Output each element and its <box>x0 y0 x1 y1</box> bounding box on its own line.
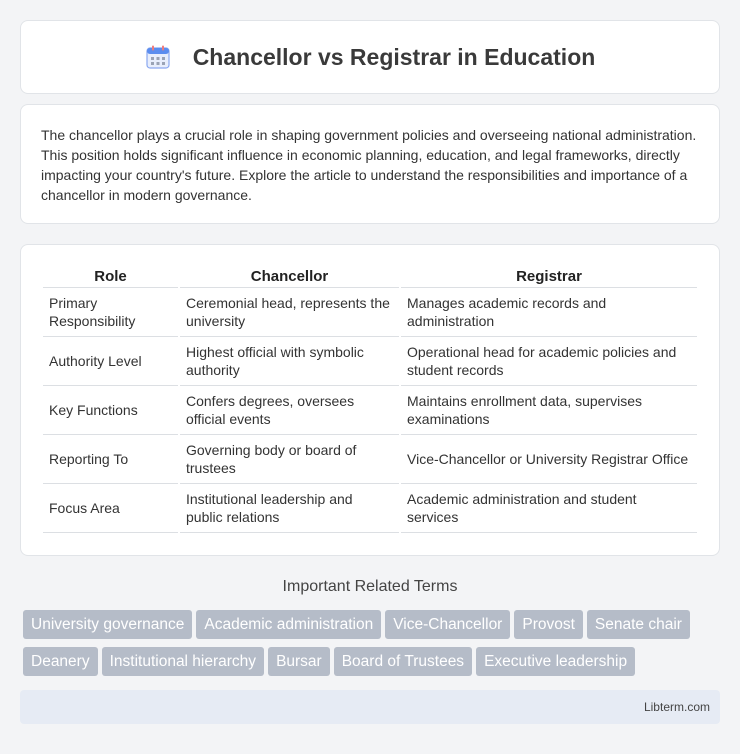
comparison-table <box>41 265 699 533</box>
related-term-tag[interactable]: Deanery <box>23 647 98 676</box>
table-cell-role: Key Functions <box>43 386 178 435</box>
related-term-tag[interactable]: Institutional hierarchy <box>102 647 264 676</box>
related-term-tag[interactable]: Vice-Chancellor <box>385 610 510 639</box>
table-row <box>43 484 697 533</box>
table-row <box>43 435 697 484</box>
related-term-tag[interactable]: Academic administration <box>196 610 381 639</box>
column-header-registrar: Registrar <box>401 265 697 288</box>
footer <box>20 690 720 724</box>
related-term-tag[interactable]: Board of Trustees <box>334 647 472 676</box>
related-term-tag[interactable]: Bursar <box>268 647 330 676</box>
related-term-tag[interactable]: Senate chair <box>587 610 690 639</box>
related-terms-heading: Important Related Terms <box>282 578 458 595</box>
related-terms-list <box>23 610 723 684</box>
table-cell-chancellor: Ceremonial head, represents the university <box>180 288 399 337</box>
intro-card <box>20 104 720 224</box>
table-cell-chancellor: Confers degrees, oversees official events <box>180 386 399 435</box>
comparison-table-card <box>20 244 720 556</box>
table-cell-role: Authority Level <box>43 337 178 386</box>
table-header-row <box>43 265 697 288</box>
related-term-tag[interactable]: University governance <box>23 610 192 639</box>
column-header-chancellor: Chancellor <box>180 265 399 288</box>
table-cell-role: Focus Area <box>43 484 178 533</box>
related-term-tag[interactable]: Provost <box>514 610 583 639</box>
column-header-role: Role <box>43 265 178 288</box>
table-cell-registrar: Operational head for academic policies and student records <box>401 337 697 386</box>
title-card <box>20 20 720 94</box>
table-cell-registrar: Academic administration and student services <box>401 484 697 533</box>
table-cell-role: Reporting To <box>43 435 178 484</box>
table-row <box>43 337 697 386</box>
table-cell-chancellor: Highest official with symbolic authority <box>180 337 399 386</box>
related-term-tag[interactable]: Executive leadership <box>476 647 635 676</box>
page-title: Chancellor vs Registrar in Education <box>192 43 596 70</box>
table-row <box>43 386 697 435</box>
table-cell-chancellor: Institutional leadership and public relations <box>180 484 399 533</box>
table-row <box>43 288 697 337</box>
table-cell-role: Primary Responsibility <box>43 288 178 337</box>
footer-site-link[interactable]: Libterm.com <box>643 700 710 714</box>
calendar-icon <box>145 44 171 70</box>
intro-paragraph: The chancellor plays a crucial role in shaping government policies and overseeing national administration. This position holds significant influence in economic planning, education, and legal frameworks, directly impacting your country's future. Explore the article to understand the responsibilities and importance of a chancellor in modern governance. <box>41 127 697 203</box>
table-cell-registrar: Maintains enrollment data, supervises examinations <box>401 386 697 435</box>
table-cell-registrar: Manages academic records and administration <box>401 288 697 337</box>
table-cell-registrar: Vice-Chancellor or University Registrar Office <box>401 435 697 484</box>
table-cell-chancellor: Governing body or board of trustees <box>180 435 399 484</box>
